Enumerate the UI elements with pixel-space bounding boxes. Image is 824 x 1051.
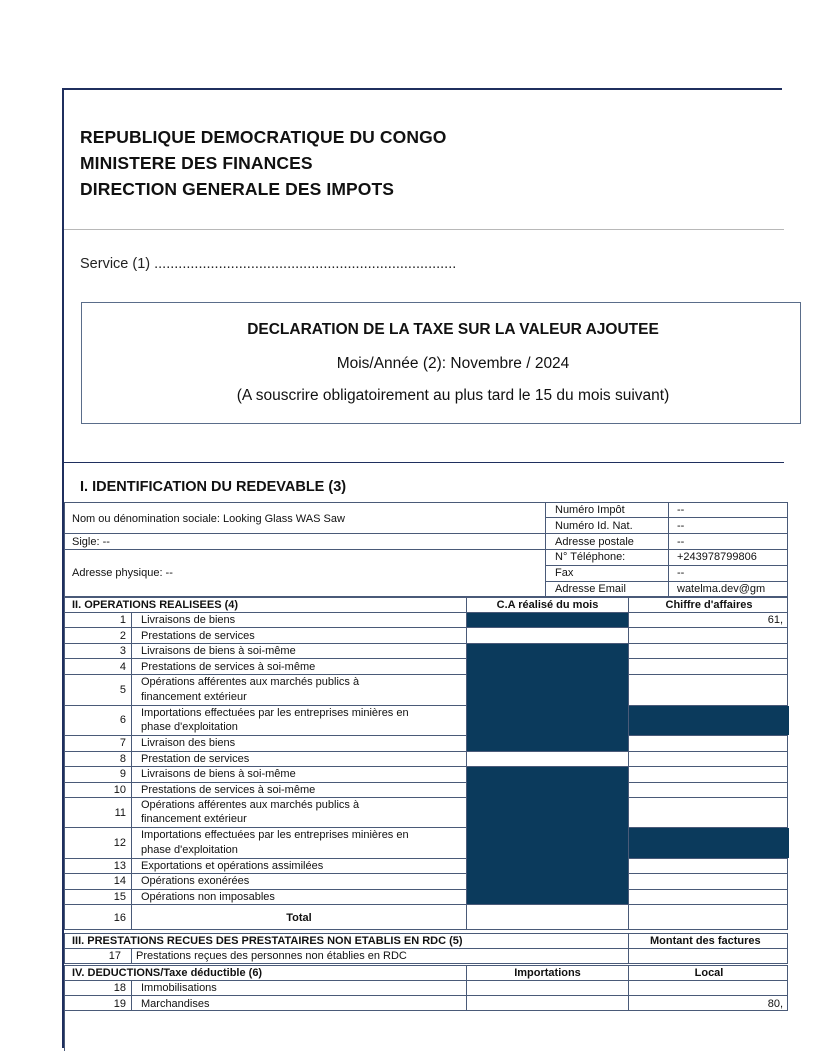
ded-row-num: 18 [113,982,126,994]
col-chiffre-header: Chiffre d'affaires [665,599,753,611]
prestations-col-header: Montant des factures [650,935,761,947]
op-row-label: Opérations exonérées [141,875,250,887]
physical-address: Adresse physique: -- [72,567,173,579]
ded-row-value: 80, [767,998,783,1010]
ded-row-num: 19 [113,998,126,1010]
divider [64,229,784,230]
op-row-label: Importations effectuées par les entreprises minières en [141,829,409,841]
op-row-value: 61, [767,614,783,626]
field-value-nat-id: -- [677,520,685,532]
op-row-num: 1 [119,614,126,626]
op-row-num: 2 [119,630,126,642]
declaration-form [62,88,782,1048]
op-row-num: 15 [113,891,126,903]
op-row-num: 6 [119,714,126,726]
sigle: Sigle: -- [72,536,110,548]
ded-row-label: Marchandises [141,998,210,1010]
declaration-month: Mois/Année (2): Novembre / 2024 [336,355,570,372]
col-ca-header: C.A réalisé du mois [496,599,599,611]
op-row-label-2: financement extérieur [141,813,247,825]
col-importations-header: Importations [514,967,581,979]
op-row-label: Livraisons de biens à soi-même [141,768,296,780]
field-value-postal: -- [677,536,685,548]
field-label-nat-id: Numéro Id. Nat. [555,520,633,532]
prest-row-num: 17 [108,950,121,962]
op-row-label: Livraisons de biens [141,614,236,626]
op-row-num: 11 [114,807,126,819]
declaration-box [81,302,801,424]
op-row-label: Prestation de services [141,753,250,765]
op-row-num: 8 [119,753,126,765]
declaration-note: (A souscrire obligatoirement au plus tard le 15 du mois suivant) [236,387,670,404]
op-row-label: Opérations non imposables [141,891,275,903]
op-row-label: Opérations afférentes aux marchés publics à [141,676,360,688]
field-label-postal: Adresse postale [555,536,634,548]
operations-title: II. OPERATIONS REALISEES (4) [72,599,239,611]
op-row-label: Livraison des biens [141,737,236,749]
op-row-label-2: phase d'exploitation [141,844,238,856]
col-local-header: Local [694,967,724,979]
service-field: Service (1) ........................................................................... [80,256,457,272]
field-value-fax: -- [677,567,685,579]
op-row-label: Prestations de services à soi-même [141,784,316,796]
declaration-title: DECLARATION DE LA TAXE SUR LA VALEUR AJOUTEE [247,321,659,338]
op-row-label: Exportations et opérations assimilées [141,860,324,872]
form-header [80,124,447,202]
op-row-label: Prestations de services à soi-même [141,661,316,673]
field-label-fax: Fax [555,567,574,579]
op-row-num: 10 [113,784,126,796]
section-identification-title: I. IDENTIFICATION DU REDEVABLE (3) [80,479,347,495]
field-label-email: Adresse Email [555,583,626,595]
header-country: REPUBLIQUE DEMOCRATIQUE DU CONGO [80,127,447,147]
op-row-num: 7 [119,737,126,749]
field-label-phone: N° Téléphone: [555,551,626,563]
op-row-num: 4 [119,661,126,673]
field-label-tax-number: Numéro Impôt [555,504,625,516]
op-row-label: Prestations de services [141,630,255,642]
field-value-email: watelma.dev@gm [677,583,766,595]
op-row-num: 13 [113,860,126,872]
prestations-title: III. PRESTATIONS RECUES DES PRESTATAIRES NON ETABLIS EN RDC (5) [72,935,463,947]
op-row-num: 5 [119,684,126,696]
op-row-label-2: financement extérieur [141,691,247,703]
header-ministry: MINISTERE DES FINANCES [80,153,313,173]
deductions-title: IV. DEDUCTIONS/Taxe déductible (6) [72,967,263,979]
prest-row-label: Prestations reçues des personnes non établies en RDC [136,950,407,962]
op-row-num: 16 [113,912,126,924]
sigle-cell [64,533,546,550]
divider [64,462,784,463]
op-row-label: Livraisons de biens à soi-même [141,645,296,657]
op-row-label-2: phase d'exploitation [141,721,238,733]
op-row-num: 9 [119,768,126,780]
op-row-num: 3 [119,645,126,657]
op-row-label: Importations effectuées par les entreprises minières en [141,707,409,719]
field-value-phone: +243978799806 [677,551,757,563]
op-row-num: 12 [113,837,126,849]
op-row-num: 14 [113,875,126,887]
company-name: Nom ou dénomination sociale: Looking Glass WAS Saw [72,513,345,525]
op-row-label: Opérations afférentes aux marchés publics à [141,799,360,811]
ded-row-label: Immobilisations [141,982,217,994]
field-value-tax-number: -- [677,504,685,516]
header-direction: DIRECTION GENERALE DES IMPOTS [80,179,395,199]
op-total-label: Total [286,912,312,924]
